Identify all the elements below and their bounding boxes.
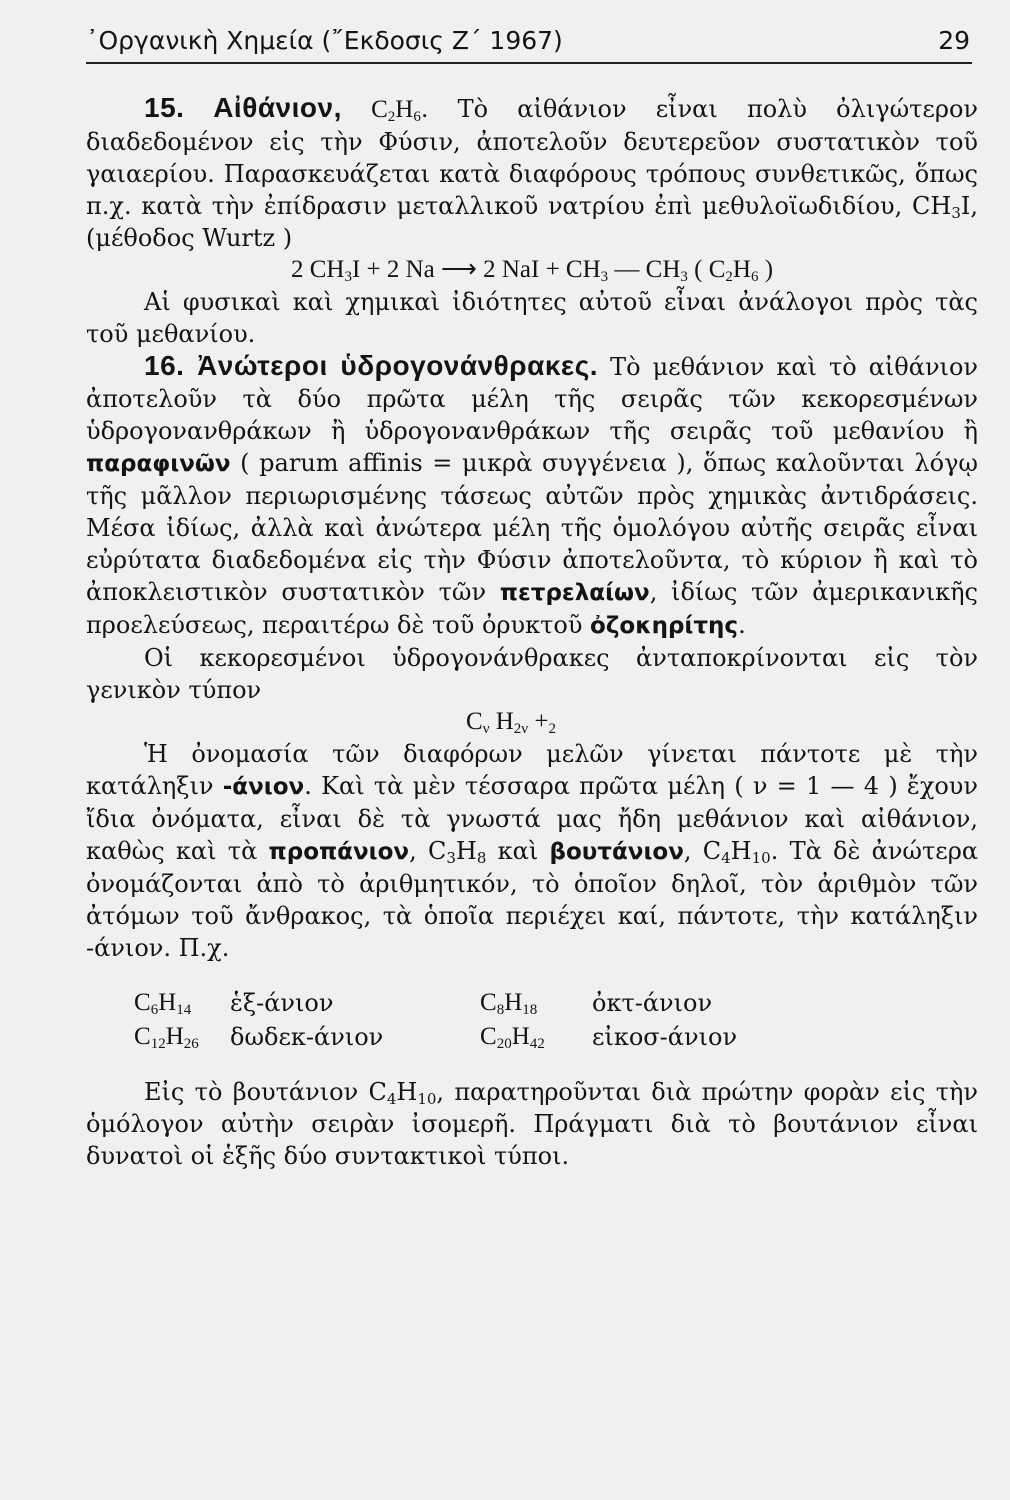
example-name: εἰκοσ-άνιον [592,1023,738,1051]
general-formula: $C_\nu$ $H_{2\nu} +_2$ [466,708,556,737]
wurtz-equation: 2 $CH_3I + 2$ Na ⟶ 2 NaI + $CH_3$ — $CH_3$ ( $C_2H_6$ ) [290,256,774,285]
example-name: δωδεκ-άνιον [230,1023,384,1051]
page-header [86,18,970,60]
term-propane: προπάνιον [268,839,410,865]
table-row [86,986,978,1020]
term-ozokerite: ὀζοκηρίτης [590,613,739,639]
naming-paragraph: Ἡ ὀνομασία τῶν διαφόρων μελῶν γίνεται πάντοτε μὲ τὴν κατάληξιν -άνιον. Καὶ τὰ μὲν τέσσαρα πρῶτα μέλη ( ν = 1 — 4 ) ἔχουν ἴδια ὀνόματα, εἶναι δὲ τὰ γνωστά μας ἤδη μεθάνιον καὶ αἰθάνιον, καθὼς καὶ τὰ προπάνιον, $C_3H_8$ καὶ βουτάνιον, $C_4H_{10}$. Τὰ δὲ ἀνώτερα ὀνομάζονται ἀπὸ τὸ ἀριθμητικόν, τὸ ὁποῖον δηλοῖ, τὸν ἀριθμὸν τῶν ἀτόμων τοῦ ἄνθρακος, τὰ ὁποῖα περιέχει καί, πάντοτε, τὴν κατάληξιν -άνιον. Π.χ. [86,740,979,962]
term-anion: -άνιον [222,774,305,800]
example-formula: $C_{20}H_{42}$ [480,1023,545,1052]
table-row [86,1020,978,1054]
section-15-properties: Αἱ φυσικαὶ καὶ χημικαὶ ἰδιότητες αὐτοῦ εἶναι ἀνάλογοι πρὸς τὰς τοῦ μεθανίου. [86,288,978,348]
term-paraffins: παραφινῶν [86,451,231,477]
header-rule [86,62,972,64]
term-butane: βουτάνιον [549,839,684,865]
example-formula: $C_6H_{14}$ [134,989,192,1018]
section-16-heading: 16. Ἀνώτεροι ὑδρογονάνθρακες. [144,350,599,381]
example-name: ἑξ-άνιον [230,989,334,1017]
example-formula: $C_8H_{18}$ [480,989,538,1018]
alkane-examples-table [86,986,978,1054]
page-number: 29 [938,26,970,55]
butane-isomers-paragraph: Εἰς τὸ βουτάνιον $C_4H_{10}$, παρατηροῦνται διὰ πρώτην φορὰν εἰς τὴν ὁμόλογον αὐτὴν σειρὰν ἰσομερῆ. Πράγματι διὰ τὸ βουτάνιον εἶναι δυνατοὶ οἱ ἑξῆς δύο συντακτικοὶ τύποι. [86,1078,978,1170]
section-15-heading: 15. Αἰθάνιον, [144,92,342,123]
example-formula: $C_{12}H_{26}$ [134,1023,199,1052]
running-title: ᾿Οργανικὴ Χημεία (῎Εκδοσις Ζ΄ 1967) [86,26,563,55]
general-formula-intro: Οἱ κεκορεσμένοι ὑδρογονάνθρακες ἀνταποκρίνονται εἰς τὸν γενικὸν τύπον [86,644,978,704]
page-body [86,92,978,1172]
example-name: ὀκτ-άνιον [592,989,713,1017]
ethane-formula: $C_2H_6$ [371,96,421,125]
section-15-paragraph: 15. Αἰθάνιον, $C_2H_6$. Τὸ αἰθάνιον εἶναι πολὺ ὀλιγώτερον διαδεδομένον εἰς τὴν Φύσιν, ἀποτελοῦν δευτερεῦον συστατικὸν τοῦ γαιαερίου. Παρασκευάζεται κατὰ διαφόρους τρόπους συνθετικῶς, ὅπως π.χ. κατὰ τὴν ἐπίδρασιν μεταλλικοῦ νατρίου ἐπὶ μεθυλοϊωδιδίου, $CH_3I$, (μέθοδος Wurtz ) [86,92,978,252]
term-petroleum: πετρελαίων [499,580,650,606]
section-16-paragraph: 16. Ἀνώτεροι ὑδρογονάνθρακες. Τὸ μεθάνιον καὶ τὸ αἰθάνιον ἀποτελοῦν τὰ δύο πρῶτα μέλη τῆς σειρᾶς τῶν κεκορεσμένων ὑδρογονανθράκων ἢ ὑδρογονανθράκων τῆς σειρᾶς τοῦ μεθανίου ἢ παραφινῶν ( parum affinis = μικρὰ συγγένεια ), ὅπως καλοῦνται λόγῳ τῆς μᾶλλον περιωρισμένης τάσεως αὐτῶν πρὸς χημικὰς ἀντιδράσεις. Μέσα ἰδίως, ἀλλὰ καὶ ἀνώτερα μέλη τῆς ὁμολόγου αὐτῆς σειρᾶς εἶναι εὐρύτατα διαδεδομένα εἰς τὴν Φύσιν ἀποτελοῦντα, τὸ κύριον ἢ καὶ τὸ ἀποκλειστικὸν συστατικὸν τῶν πετρελαίων, ἰδίως τῶν ἀμερικανικῆς προελεύσεως, περαιτέρω δὲ τοῦ ὀρυκτοῦ ὀζοκηρίτης. [86,350,979,639]
